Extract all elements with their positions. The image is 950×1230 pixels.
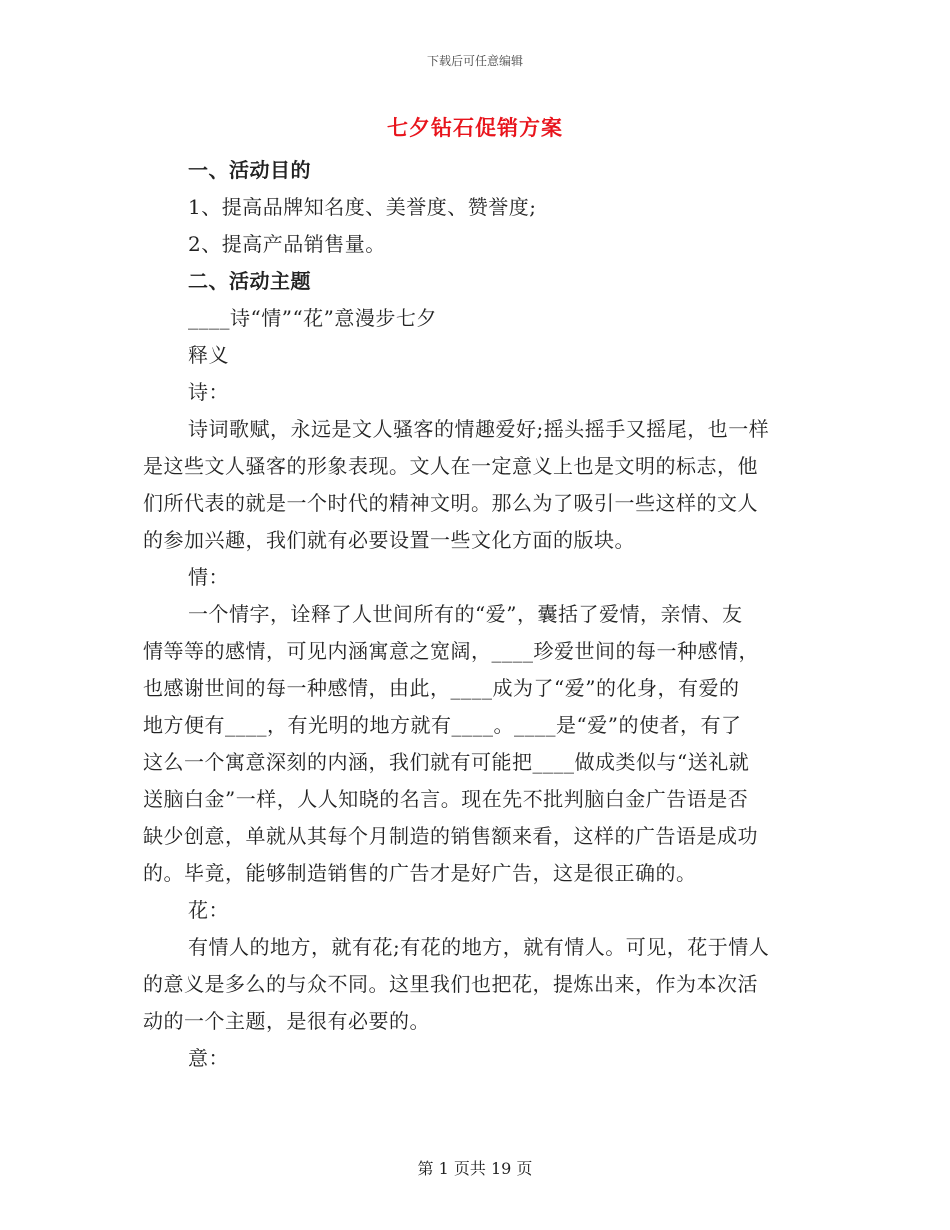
text-line: 诗：	[188, 380, 229, 404]
text-line: 花：	[188, 898, 229, 922]
text-line: 有情人的地方，就有花;有花的地方，就有情人。可见，花于情人	[188, 935, 770, 959]
text-line: 1、提高品牌知名度、美誉度、赞誉度;	[188, 195, 537, 219]
text-line: 也感谢世间的每一种感情，由此，____成为了“爱”的化身，有爱的	[143, 676, 740, 700]
text-line: 送脑白金”一样，人人知晓的名言。现在先不批判脑白金广告语是否	[143, 787, 749, 811]
text-line: 一个情字，诠释了人世间所有的“爱”，囊括了爱情，亲情、友	[188, 602, 743, 626]
text-line: 地方便有____，有光明的地方就有____。____是“爱”的使者，有了	[143, 713, 742, 737]
text-line: ____诗“情”“花”意漫步七夕	[188, 306, 437, 330]
text-line: 释义	[188, 343, 229, 367]
text-line: 的意义是多么的与众不同。这里我们也把花，提炼出来，作为本次活	[143, 972, 758, 996]
section-heading: 一、活动目的	[188, 158, 311, 182]
text-line: 是这些文人骚客的形象表现。文人在一定意义上也是文明的标志，他	[143, 454, 758, 478]
text-line: 意：	[188, 1046, 229, 1070]
text-line: 动的一个主题，是很有必要的。	[143, 1009, 430, 1033]
text-line: 缺少创意，单就从其每个月制造的销售额来看，这样的广告语是成功	[143, 824, 758, 848]
section-heading: 二、活动主题	[188, 269, 311, 293]
document-title: 七夕钻石促销方案	[387, 115, 563, 140]
text-line: 的。毕竟，能够制造销售的广告才是好广告，这是很正确的。	[143, 861, 697, 885]
page-footer: 第 1 页共 19 页	[417, 1159, 533, 1178]
text-line: 情等等的感情，可见内涵寓意之宽阔，____珍爱世间的每一种感情，	[143, 639, 759, 663]
text-line: 们所代表的就是一个时代的精神文明。那么为了吸引一些这样的文人	[143, 491, 758, 515]
text-line: 2、提高产品销售量。	[188, 232, 386, 256]
text-line: 这么一个寓意深刻的内涵，我们就有可能把____做成类似与“送礼就	[143, 750, 750, 774]
text-line: 诗词歌赋，永远是文人骚客的情趣爱好;摇头摇手又摇尾，也一样	[188, 417, 770, 441]
text-line: 情：	[188, 565, 229, 589]
page-header-note: 下载后可任意编辑	[426, 54, 523, 68]
text-line: 的参加兴趣，我们就有必要设置一些文化方面的版块。	[143, 528, 635, 552]
document-body	[143, 152, 813, 1077]
